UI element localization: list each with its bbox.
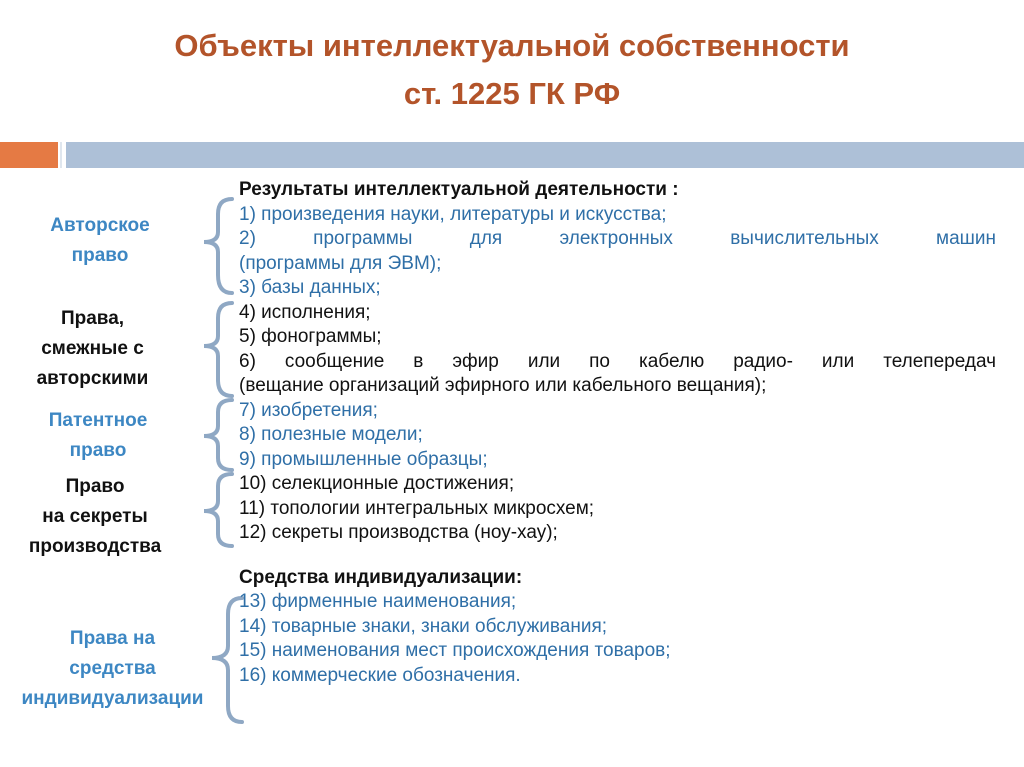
label-individualization: Права на средства индивидуализации (21, 628, 204, 709)
brace-patent (204, 400, 232, 470)
list-item: 5) фонограммы; (239, 326, 382, 347)
list-item: 9) промышленные образцы; (239, 448, 488, 470)
list-item: (программы для ЭВМ); (239, 252, 442, 274)
list-item: (вещание организаций эфирного или кабельного вещания); (239, 375, 767, 396)
list-item: 3) базы данных; (239, 277, 381, 298)
list-item: 14) товарные знаки, знаки обслуживания; (239, 615, 608, 637)
list-item: 7) изобретения; (239, 399, 378, 421)
list-item: 15) наименования мест происхождения товаров; (239, 640, 671, 661)
brace-individualization (212, 598, 242, 722)
content-list (239, 178, 996, 688)
list-item: 4) исполнения; (239, 301, 371, 323)
list-item: 16) коммерческие обозначения. (239, 664, 521, 686)
list-item: 13) фирменные наименования; (239, 591, 517, 612)
section-heading-individualization: Средства индивидуализации: (239, 566, 523, 588)
section-heading-results: Результаты интеллектуальной деятельности : (239, 179, 679, 200)
list-item: 12) секреты производства (ноу-хау); (239, 522, 558, 543)
list-item: 2) программы для электронных вычислительных машин (239, 228, 996, 249)
label-related-rights: Права, смежные с авторскими (36, 308, 149, 389)
title-line-2: ст. 1225 ГК РФ (403, 76, 621, 111)
brace-secret (204, 474, 232, 546)
list-item: 6) сообщение в эфир или по кабелю радио- или телепередач (239, 350, 996, 372)
list-item: 1) произведения науки, литературы и искусства; (239, 203, 667, 225)
label-trade-secret: Право на секреты производства (28, 476, 162, 557)
brace-related (204, 303, 232, 396)
title-line-1: Объекты интеллектуальной собственности (174, 28, 850, 63)
label-patent: Патентное право (48, 410, 148, 461)
brace-copyright (204, 199, 232, 293)
list-item: 8) полезные модели; (239, 424, 423, 445)
list-item: 11) топологии интегральных микросхем; (239, 497, 595, 519)
list-item: 10) селекционные достижения; (239, 473, 515, 494)
label-copyright: Авторское право (50, 215, 150, 266)
